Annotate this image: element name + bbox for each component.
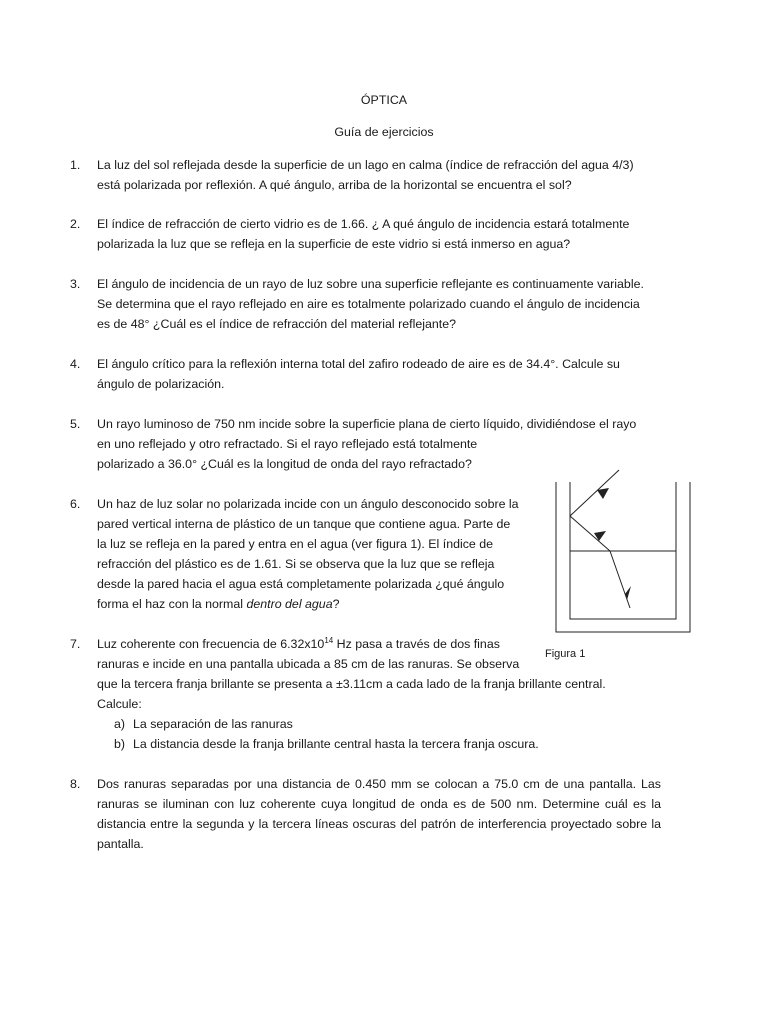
problem-line: pared vertical interna de plástico de un tanque que contiene agua. Parte de <box>97 517 511 531</box>
problem-line: refracción del plástico es de 1.61. Si se observa que la luz que se refleja <box>97 557 495 571</box>
sub-item-letter: a) <box>114 717 126 731</box>
problem-line: polarizado a 36.0° ¿Cuál es la longitud de onda del rayo refractado? <box>97 457 472 471</box>
problem-line: ranuras se iluminan con luz coherente cuya longitud de onda es de 500 nm. Determine cuál es la <box>97 797 661 811</box>
problem-line: polarizada la luz que se refleja en la superficie de este vidrio si está inmerso en agua? <box>97 237 571 251</box>
incident-ray <box>570 470 619 516</box>
problem-line: Un rayo luminoso de 750 nm incide sobre la superficie plana de cierto líquido, dividiéndose el rayo <box>97 417 637 431</box>
problem-line: es de 48° ¿Cuál es el índice de refracción del material reflejante? <box>97 317 456 331</box>
problem-line: Se determina que el rayo reflejado en aire es totalmente polarizado cuando el ángulo de incidencia <box>97 297 640 311</box>
problem-line: ángulo de polarización. <box>97 377 225 391</box>
problem-line: El ángulo crítico para la reflexión interna total del zafiro rodeado de aire es de 34.4°. Calcule su <box>97 357 620 371</box>
emphasis-text: dentro del agua <box>246 597 333 611</box>
arrow-icon <box>597 488 609 499</box>
problem-line: Un haz de luz solar no polarizada incide con un ángulo desconocido sobre la <box>97 497 519 511</box>
problem-line <box>97 637 500 651</box>
frequency-text: Luz coherente con frecuencia de 6.32x10 <box>97 637 325 651</box>
problem-number: 3. <box>70 277 81 291</box>
arrow-icon <box>625 586 631 600</box>
problem-line: El ángulo de incidencia de un rayo de luz sobre una superficie reflejante es continuamente variable. <box>97 277 644 291</box>
tank-outer-wall <box>556 482 690 632</box>
problem-line: La luz del sol reflejada desde la superficie de un lago en calma (índice de refracción del agua 4/3) <box>97 158 634 172</box>
problem-line: en uno reflejado y otro refractado. Si el rayo reflejado está totalmente <box>97 437 478 451</box>
problem-line: que la tercera franja brillante se presenta a ±3.11cm a cada lado de la franja brillante central. <box>97 677 606 691</box>
problem-line: Dos ranuras separadas por una distancia de 0.450 mm se colocan a 75.0 cm de una pantalla. Las <box>97 777 661 791</box>
sub-item-text: La separación de las ranuras <box>133 717 293 731</box>
exponent: 14 <box>324 635 334 645</box>
problem-number: 8. <box>70 777 81 791</box>
problem-line: está polarizada por reflexión. A qué ángulo, arriba de la horizontal se encuentra el sol? <box>97 178 572 192</box>
sub-item-letter: b) <box>114 737 126 751</box>
problem-number: 2. <box>70 217 81 231</box>
problem-number: 1. <box>70 158 81 172</box>
problem-line: distancia entre la segunda y la tercera líneas oscuras del patrón de interferencia proyectado sobre la <box>97 817 661 831</box>
problem-line: desde la pared hacia el agua está completamente polarizada ¿qué ángulo <box>97 577 505 591</box>
page-subtitle: Guía de ejercicios <box>334 125 434 139</box>
problem-line: El índice de refracción de cierto vidrio es de 1.66. ¿ A qué ángulo de incidencia estará totalmente <box>97 217 630 231</box>
problem-line: pantalla. <box>97 837 144 851</box>
problem-number: 7. <box>70 637 81 651</box>
question-mark: ? <box>332 597 340 611</box>
problem-line: ranuras e incide en una pantalla ubicada a 85 cm de las ranuras. Se observa <box>97 657 520 671</box>
sub-item-text: La distancia desde la franja brillante central hasta la tercera franja oscura. <box>133 737 539 751</box>
frequency-text-rest: Hz pasa a través de dos finas <box>333 637 500 651</box>
figure-caption: Figura 1 <box>545 648 586 660</box>
problem-number: 5. <box>70 417 81 431</box>
problem-line: la luz se refleja en la pared y entra en el agua (ver figura 1). El índice de <box>97 537 494 551</box>
problem-line-text: forma el haz con la normal <box>97 597 244 611</box>
problem-number: 6. <box>70 497 81 511</box>
arrow-icon <box>594 531 606 541</box>
problem-line-last <box>97 597 340 611</box>
tank-figure <box>540 462 710 638</box>
problem-number: 4. <box>70 357 81 371</box>
problem-line: Calcule: <box>97 697 142 711</box>
page-title: ÓPTICA <box>360 93 408 107</box>
